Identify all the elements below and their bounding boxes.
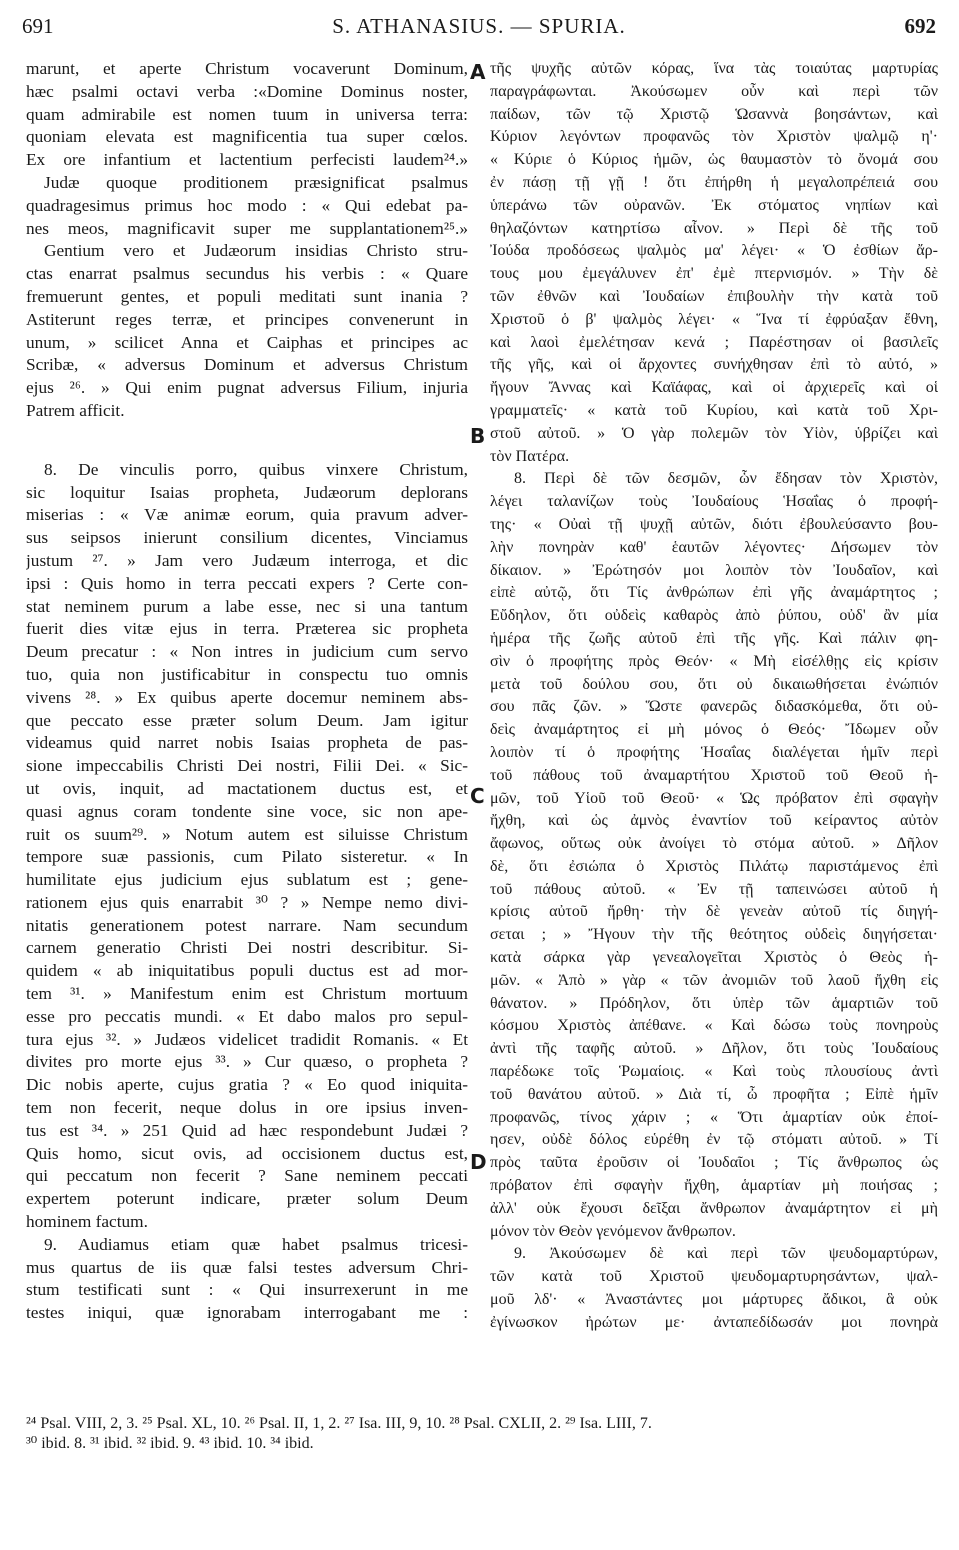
greek-line: τῆς γῆς, καὶ οἱ ἄρχοντες συνήχθησαν ἐπὶ τὸ αὐτό, » [490,356,938,374]
greek-line: τοῦ θανάτου αὐτοῦ. » Διὰ τί, ὦ προφῆτα ; Εἰπὲ ἡμῖν [490,1085,938,1103]
greek-line: Κύριον λεγόντων προφανῶς τὸν Χριστὸν ψαλμῷ η'· [490,128,938,146]
greek-line: τοῦ πάθους αὐτοῦ. « Ἐν τῇ ταπεινώσει αὐτοῦ ἡ [490,880,938,898]
latin-line: sus seipsos inierunt consilium dicentes, Vinciamus [26,528,468,548]
greek-line: τῆς ψυχῆς αὐτῶν κόρας, ἵνα τὰς τοιαύτας μαρτυρίας [490,60,938,77]
running-title: S. ATHANASIUS. — SPURIA. [332,14,626,38]
page-number-left: 691 [22,14,54,38]
latin-line: Gentium vero et Judæorum insidias Christo stru- [44,241,468,261]
section-marker-d: D [470,1150,487,1174]
greek-line: δεὶς ἀναμάρτητος εἰ μὴ μόνος ὁ Θεός· Ἴδωμεν οὖν [490,721,938,739]
latin-line: Scribæ, « adversus Dominum et adversus Christum [26,355,468,375]
latin-column [26,58,468,1325]
greek-line: δὲ, ὅτι ἐσιώπα ὁ Χριστὸς Πιλάτῳ παριστάμενος ἐπὶ [490,857,938,875]
greek-line: ἤγουν Ἄννας καὶ Καϊάφας, καὶ οἱ ἀρχιερεῖς καὶ οἱ [490,379,938,397]
greek-line: ἀντὶ τῆς ταφῆς αὐτοῦ. » Δῆλον, ὅτι τοὺς Ἰουδαίους [490,1040,938,1058]
greek-line: προφανῶς, τίνος χάριν ; « Ὅτι ἁμαρτίαν οὐκ ἐποί- [490,1108,938,1126]
greek-line: Εὔδηλον, ὅτι οὐδεὶς καθαρὸς ἀπὸ ῥύπου, οὐδ' ἂν μία [490,607,938,625]
greek-line: της· « Οὐαὶ τῇ ψυχῇ αὐτῶν, διότι ἐβουλεύσαντο βου- [490,515,938,533]
greek-line: ἀλλ' οὐκ ἔχουσι δεῖξαι ἄνθρωπον ἀναμάρτητον εἰ μὴ [490,1199,938,1217]
greek-line: τους μου ἐμεγάλυνεν ἐπ' ἐμὲ πτερνισμόν. » Τὴν δὲ [490,265,938,283]
footnote-line: ³⁰ ibid. 8. ³¹ ibid. ³² ibid. 9. ⁴³ ibid. 10. ³⁴ ibid. [26,1435,314,1452]
greek-line: κόσμου Χριστὸς ἀπέθανε. « Καὶ δώσω τοὺς πονηροὺς [490,1017,938,1035]
footnote-line: ²⁴ Psal. VIII, 2, 3. ²⁵ Psal. XL, 10. ²⁶ Psal. II, 1, 2. ²⁷ Isa. III, 9, 10. ²⁸ Psal. CXLII, 2. ²⁹ Isa. LIII, 7. [26,1415,652,1432]
latin-line: humilitate ejus judicium ejus sublatum est ; gene- [26,870,468,890]
greek-line: ἡμέρα τῆς ζωῆς αὐτοῦ ἐπὶ τῆς γῆς. Καὶ πάλιν φη- [490,629,938,647]
latin-line: ipsi : Quis homo in terra peccati expers ? Certe con- [26,573,468,593]
greek-line: τῶν κατὰ τοῦ Χριστοῦ ψευδομαρτυρησάντων, ψαλ- [490,1268,938,1286]
greek-line: γραμματεῖς· « κατὰ τοῦ Κυρίου, καὶ κατὰ τοῦ Χρι- [490,401,938,419]
greek-line: παρέδωκε τοῖς Ῥωμαίοις. « Καὶ τοὺς πλουσίους ἀντὶ [490,1063,938,1081]
greek-line: κατὰ σάρκα γὰρ γενεαλογεῖται Χριστὸς ὁ Θεὸς ἡ- [490,949,938,967]
latin-line: carnem generatio Christi Dei nostri describitur. Si- [26,938,468,958]
latin-line: nes meos, magnificavit super me supplantationem²⁵.» [26,218,468,238]
greek-line: ἐγίνωσκον ἠρώτων με· ἀνταπεδίδωσάν μοι πονηρὰ [490,1313,938,1331]
section-marker-a: A [470,60,486,84]
latin-line: sione impeccabilis Christi Dei nostri, Filii Dei. « Sic- [26,756,468,776]
latin-line: hominem factum. [26,1212,148,1232]
greek-line: ἐν πάσῃ τῇ γῇ ! ὅτι ἐπήρθη ἡ μεγαλοπρέπειά σου [490,173,938,191]
latin-line: fremuerunt gentes, et populi meditati sunt inania ? [26,286,468,306]
latin-line: que peccato esse præter solum Deum. Jam igitur [26,710,468,730]
greek-line: εἰπὲ αὐτῷ, ὅτι Τίς ἀνθρώπων ἐπὶ γῆς ἀναμάρτητος ; [490,584,938,602]
greek-line: μετὰ τοῦ δούλου σου, ὅτι οὐ δικαιωθήσεται ἐνώπιόν [490,675,938,693]
latin-line: quadragesimus primus hoc modo : « Qui edebat pa- [26,195,468,215]
greek-line: μῶν. « Ἀπὸ » γὰρ « τῶν ἀνομιῶν τοῦ λαοῦ ἤχθη εἰς [490,971,938,989]
greek-line: Ἰούδα προδόσεως ψαλμὸς μα' λέγει· « Ὁ ἐσθίων ἄρ- [490,242,938,260]
latin-line: mus quartus de iis quæ falsi testes adversum Chri- [26,1257,468,1277]
latin-line: videamus quid narret nobis Isaias propheta de pas- [26,733,468,753]
latin-line: quasi agnus coram tondente sine voce, sic non ape- [26,801,468,821]
page-header [22,14,936,44]
greek-line: « Κύριε ὁ Κύριος ἡμῶν, ὡς θαυμαστὸν τὸ ὄνομά σου [490,151,938,169]
latin-line: ruit os suum²⁹. » Notum autem est siluisse Christum [26,824,468,844]
latin-line: Quis homo, sicut ovis, ad occisionem ductus est, [26,1143,468,1163]
latin-line: rationem ejus quis enarrabit ³⁰ ? » Nempe nemo divi- [26,892,468,912]
latin-line: 9. Audiamus etiam quæ habet psalmus tricesi- [44,1234,468,1254]
greek-line: πρὸς ταῦτα ἐροῦσιν οἱ Ἰουδαῖοι ; Τίς ἄνθρωπος ὡς [490,1154,938,1172]
latin-line: Deum precatur : « Non intres in judicium cum servo [26,642,468,662]
latin-line: sic loquitur Isaias propheta, Judæorum deplorans [26,482,468,502]
latin-line: ut ovis, inquit, ad mactationem ductus est, et [26,778,468,798]
latin-line: marunt, et aperte Christum vocaverunt Dominum, [26,59,468,78]
greek-line: ἄφωνος, οὕτως οὐκ ἀνοίγει τὸ στόμα αὐτοῦ. » Δῆλον [490,835,938,853]
page-number-right: 692 [904,14,936,38]
greek-line: ὑπεράνω τῶν οὐρανῶν. Ἐκ στόματος νηπίων καὶ [490,196,938,214]
greek-line: μόνον τὸν Θεὸν γενόμενον ἄνθρωπον. [490,1222,736,1240]
latin-line: 8. De vinculis porro, quibus vinxere Christum, [44,459,468,479]
greek-line: ησεν, οὐδὲ δόλος εὑρέθη ἐν τῷ στόματι αὐτοῦ. » Τί [490,1131,938,1149]
footnotes [26,1414,938,1454]
greek-line: λέγει ταλανίζων τοὺς Ἰουδαίους Ἡσαΐας ὁ προφή- [490,493,938,511]
greek-line: παραγράφωνται. Ἀκούσωμεν οὖν καὶ περὶ τῶν [490,82,938,100]
greek-line: στοῦ αὐτοῦ. » Ὁ γὰρ πολεμῶν τὸν Υἱὸν, ὑβρίζει καὶ [490,424,938,442]
greek-line: παίδων, τῶν τῷ Χριστῷ Ὡσαννὰ βοησάντων, καὶ [490,105,938,123]
greek-line: 8. Περὶ δὲ τῶν δεσμῶν, ὧν ἔδησαν τὸν Χριστὸν, [514,470,938,488]
greek-line: σου πᾶς ζῶν. » Ὥστε φανερῶς διδασκόμεθα, ὅτι οὐ- [490,698,938,716]
greek-line: τῶν ἐθνῶν καὶ Ἰουδαίων ἐπιβουλὴν τὴν κατὰ τοῦ [490,287,938,305]
greek-line: μῶν, τοῦ Υἱοῦ τοῦ Θεοῦ· « Ὡς πρόβατον ἐπὶ σφαγὴν [490,789,938,807]
greek-line: δίκαιον. » Ἐρώτησόν μοι λοιπὸν τὸν Ἰουδαῖον, καὶ [490,561,938,579]
latin-line: Judæ quoque proditionem præsignificat psalmus [44,172,468,192]
latin-line: quidem « ab iniquitatibus populi ductus est ad mor- [26,961,468,981]
greek-line: λὴν πονηρὰν καθ' ἑαυτῶν λέγοντες· Δήσωμεν τὸν [490,538,938,556]
latin-line: stum testificati sunt : « Qui insurrexerunt in me [26,1280,468,1300]
greek-line: σὶν ὁ προφήτης πρὸς Θεόν· « Μὴ εἰσέλθῃς εἰς κρίσιν [490,652,938,670]
section-marker-b: B [470,424,486,448]
latin-line: ejus ²⁶. » Qui enim pugnat adversus Filium, injuria [26,378,468,398]
greek-line: καὶ λαοὶ ἐμελέτησαν κενά ; Παρέστησαν οἱ βασιλεῖς [490,333,938,351]
latin-line: testes iniqui, quæ ignorabam interrogabant me : [26,1303,468,1323]
latin-line: Ex ore infantium et lactentium perfecisti laudem²⁴.» [26,150,468,170]
latin-line: qui peccatum non fecerit ? Sane neminem peccati [26,1166,468,1186]
greek-line: Χριστοῦ ὁ β' ψαλμὸς λέγει· « Ἵνα τί ἐφρύαξαν ἔθνη, [490,310,938,328]
latin-line: Astiterunt reges terræ, et principes convenerunt in [26,309,468,329]
latin-line: vivens ²⁸. » Ex quibus aperte docemur neminem abs- [26,687,468,707]
latin-line: stat neminem purum a labe esse, nec si una tantum [26,596,468,616]
latin-line: nitatis generationem potest narrare. Nam secundum [26,915,468,935]
greek-line: ἤχθη, καὶ ὡς ἀμνὸς ἐναντίον τοῦ κείραντος αὐτὸν [490,812,938,830]
section-marker-c: C [470,784,485,808]
greek-line: πρόβατον ἐπὶ σφαγὴν ἤχθη, ἁμαρτίαν μὴ ποιήσας ; [490,1177,938,1195]
latin-line: tura ejus ³². » Judæos videlicet tradidit Romanis. « Et [26,1029,468,1049]
greek-line: σεται ; » Ἤγουν τὴν τῆς θεότητος οὐδεὶς διηγήσεται· [490,926,938,944]
latin-line: fuerit dies vitæ ejus in terra. Præterea sic propheta [26,619,468,639]
greek-column [490,58,938,1335]
latin-line: Patrem afficit. [26,400,125,420]
latin-line: tempore suæ passionis, cum Pilato sisteretur. « In [26,847,468,867]
greek-line: τοῦ πάθους τοῦ ἀναμαρτήτου Χριστοῦ τοῦ Θεοῦ ἡ- [490,766,938,784]
latin-line: ctas enarrat psalmus secundus his verbis : « Quare [26,264,468,284]
latin-line: tuo, quia non justificabitur in conspectu tuo omnis [26,664,468,684]
latin-line: tus est ³⁴. » 251 Quid ad hæc respondebunt Judæi ? [26,1120,468,1140]
latin-line: divites pro morte ejus ³³. » Cur quæso, o propheta ? [26,1052,468,1072]
latin-line: expertem poterunt indicare, præter solum Deum [26,1189,468,1209]
greek-line: λοιπὸν τί ὁ προφήτης Ἡσαΐας διαλέγεται ἡμῖν περὶ [490,743,938,761]
latin-line: unum, » scilicet Anna et Caiphas et principes ac [26,332,468,352]
latin-line: esse pro peccatis mundi. « Et dabo malos pro sepul- [26,1006,468,1026]
greek-line: θάνατον. » Πρόδηλον, ὅτι ὑπὲρ τῶν ἁμαρτιῶν τοῦ [490,994,938,1012]
greek-line: κρίσις αὐτοῦ ἤρθη· τὴν δὲ γενεὰν αὐτοῦ τίς διηγή- [490,903,938,921]
latin-line: Dic nobis aperte, cujus gratia ? « Eo quod iniquita- [26,1075,468,1095]
greek-line: τὸν Πατέρα. [490,447,570,465]
greek-line: μοῦ λδ'· « Ἀναστάντες μοι μάρτυρες ἄδικοι, ἃ οὐκ [490,1291,938,1309]
greek-line: 9. Ἀκούσωμεν δὲ καὶ περὶ τῶν ψευδομαρτύρων, [514,1245,938,1263]
latin-line: quam admirabile est nomen tuum in universa terra: [26,104,468,124]
latin-line: quoniam elevata est magnificentia tua super cœlos. [26,127,468,147]
greek-line: θηλαζόντων κατηρτίσω αἶνον. » Περὶ δὲ τῆς τοῦ [490,219,938,237]
latin-line: justum ²⁷. » Jam vero Judæum interroga, et dic [26,550,468,570]
latin-line: miserias : « Væ animæ eorum, quia pravum adver- [26,505,468,525]
latin-line: tem ³¹. » Manifestum enim est Christum mortuum [26,984,468,1004]
latin-line: tem non fecerit, neque dolus in ore ipsius inven- [26,1098,468,1118]
latin-line: hæc psalmi octavi verba :«Domine Dominus noster, [26,81,468,101]
